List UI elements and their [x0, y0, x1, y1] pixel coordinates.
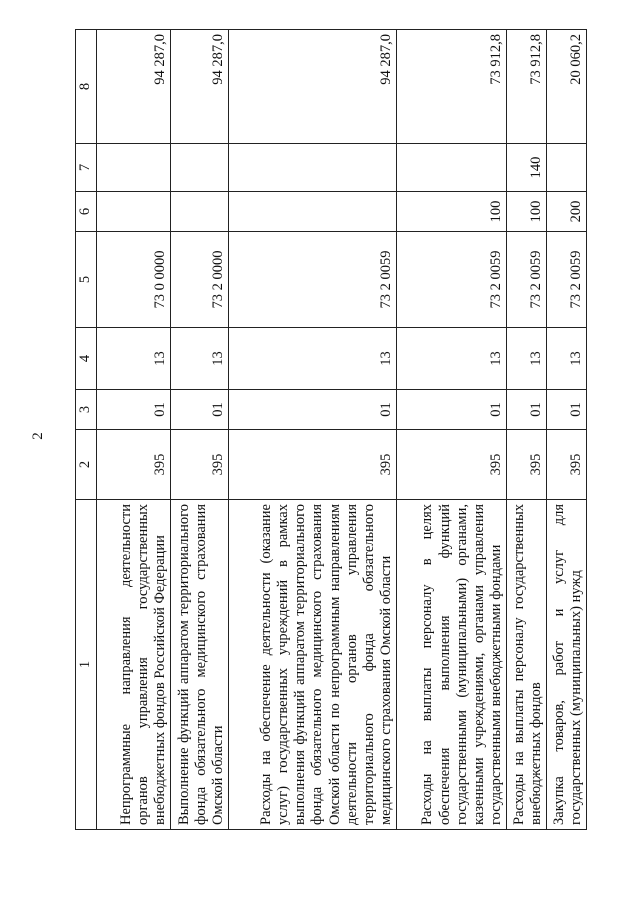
cell-amount: 94 287,0: [229, 30, 397, 144]
page-number: 2: [30, 432, 46, 440]
cell-amount: 20 060,2: [547, 30, 587, 144]
cell-grbs: 395: [171, 430, 229, 500]
row-description: Расходы на выплаты персоналу в целях обеспечения выполнения функций государственными (муниципальными) органами, казенными учреждениями, органами управления государственными внебюджетными фондами: [397, 500, 507, 830]
table-row: [547, 30, 587, 830]
cell-expense-type: 100: [507, 192, 547, 232]
column-header: 7: [76, 144, 97, 192]
cell-target-article: 73 2 0059: [507, 232, 547, 328]
cell-target-article: 73 2 0000: [171, 232, 229, 328]
cell-subsection: 13: [171, 328, 229, 390]
column-header: 1: [76, 500, 97, 830]
table-row: [229, 30, 397, 830]
cell-kosgu: [397, 144, 507, 192]
cell-kosgu: [97, 144, 171, 192]
table-header-row: [76, 30, 97, 830]
cell-section: 01: [397, 390, 507, 430]
cell-expense-type: 100: [397, 192, 507, 232]
table-row: [171, 30, 229, 830]
cell-expense-type: [229, 192, 397, 232]
cell-kosgu: 140: [507, 144, 547, 192]
rotated-table-container: [75, 30, 584, 830]
cell-section: 01: [547, 390, 587, 430]
column-header: 5: [76, 232, 97, 328]
row-description: Расходы на обеспечение деятельности (оказание услуг) государственных учреждений в рамках выполнения функций аппаратом территориального фонда обязательного медицинского страхования Омской области по непрограммным направлениям деятельности органов управления территориального фонда обязательного медицинского страхования Омской области: [229, 500, 397, 830]
budget-table: [75, 29, 587, 830]
column-header: 6: [76, 192, 97, 232]
column-header: 2: [76, 430, 97, 500]
cell-subsection: 13: [97, 328, 171, 390]
cell-section: 01: [229, 390, 397, 430]
cell-target-article: 73 2 0059: [547, 232, 587, 328]
column-header: 8: [76, 30, 97, 144]
cell-grbs: 395: [397, 430, 507, 500]
row-description: Расходы на выплаты персоналу государственных внебюджетных фондов: [507, 500, 547, 830]
cell-section: 01: [171, 390, 229, 430]
cell-subsection: 13: [229, 328, 397, 390]
cell-target-article: 73 2 0059: [397, 232, 507, 328]
row-description: Выполнение функций аппаратом территориального фонда обязательного медицинского страхования Омской области: [171, 500, 229, 830]
cell-subsection: 13: [507, 328, 547, 390]
cell-kosgu: [547, 144, 587, 192]
cell-expense-type: [97, 192, 171, 232]
cell-amount: 73 912,8: [397, 30, 507, 144]
column-header: 3: [76, 390, 97, 430]
cell-grbs: 395: [229, 430, 397, 500]
cell-subsection: 13: [397, 328, 507, 390]
cell-amount: 94 287,0: [97, 30, 171, 144]
cell-target-article: 73 0 0000: [97, 232, 171, 328]
row-description: Непрограммные направления деятельности органов управления государственных внебюджетных фондов Российской Федерации: [97, 500, 171, 830]
cell-section: 01: [507, 390, 547, 430]
cell-amount: 94 287,0: [171, 30, 229, 144]
table-row: [397, 30, 507, 830]
cell-grbs: 395: [547, 430, 587, 500]
cell-kosgu: [229, 144, 397, 192]
cell-subsection: 13: [547, 328, 587, 390]
cell-expense-type: [171, 192, 229, 232]
row-description: Закупка товаров, работ и услуг для государственных (муниципальных) нужд: [547, 500, 587, 830]
cell-grbs: 395: [97, 430, 171, 500]
table-row: [97, 30, 171, 830]
cell-target-article: 73 2 0059: [229, 232, 397, 328]
column-header: 4: [76, 328, 97, 390]
cell-amount: 73 912,8: [507, 30, 547, 144]
cell-expense-type: 200: [547, 192, 587, 232]
cell-kosgu: [171, 144, 229, 192]
cell-grbs: 395: [507, 430, 547, 500]
table-row: [507, 30, 547, 830]
cell-section: 01: [97, 390, 171, 430]
